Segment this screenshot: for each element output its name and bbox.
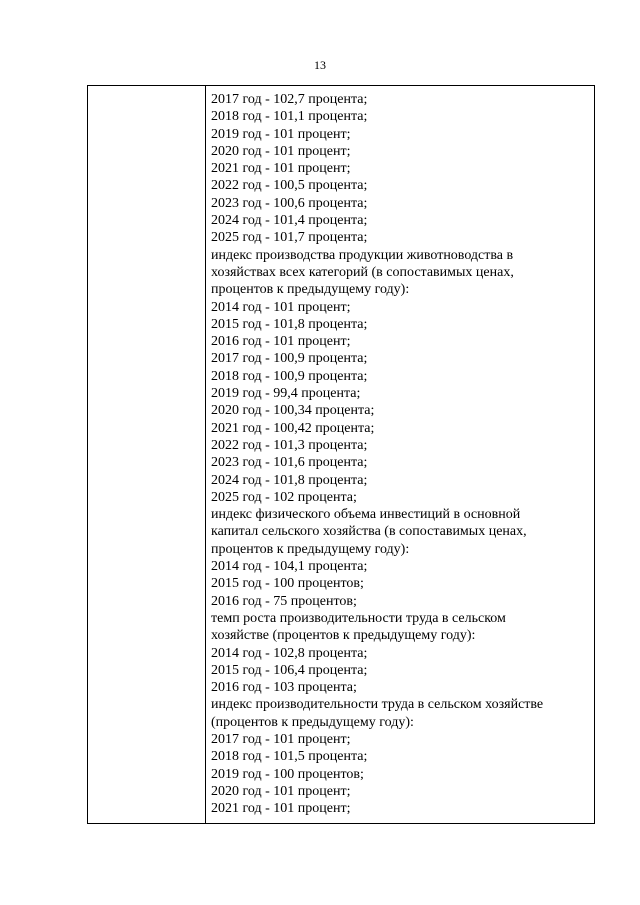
text-line: 2023 год - 100,6 процента; bbox=[211, 195, 368, 211]
text-line: процентов к предыдущему году): bbox=[211, 541, 410, 557]
text-line: 2016 год - 101 процент; bbox=[211, 334, 351, 350]
text-line: 2016 год - 75 процентов; bbox=[211, 593, 357, 609]
page-number: 13 bbox=[314, 58, 326, 72]
table-right-cell bbox=[206, 86, 594, 823]
text-line: 2020 год - 100,34 процента; bbox=[211, 403, 375, 419]
text-line: 2022 год - 100,5 процента; bbox=[211, 178, 368, 194]
text-line: 2019 год - 101 процент; bbox=[211, 126, 351, 142]
text-line: 2016 год - 103 процента; bbox=[211, 680, 357, 696]
text-line: 2015 год - 106,4 процента; bbox=[211, 662, 368, 678]
text-line: 2023 год - 101,6 процента; bbox=[211, 455, 368, 471]
text-line: процентов к предыдущему году): bbox=[211, 282, 410, 298]
text-line: хозяйствах всех категорий (в сопоставимых ценах, bbox=[211, 264, 514, 280]
table-left-cell bbox=[88, 86, 206, 823]
text-line: 2021 год - 101 процент; bbox=[211, 801, 351, 817]
text-line: темп роста производительности труда в сельском bbox=[211, 610, 506, 626]
text-line: 2022 год - 101,3 процента; bbox=[211, 437, 368, 453]
text-line: 2015 год - 100 процентов; bbox=[211, 576, 364, 592]
text-line: 2020 год - 101 процент; bbox=[211, 783, 351, 799]
text-line: 2021 год - 101 процент; bbox=[211, 161, 351, 177]
text-line: 2017 год - 100,9 процента; bbox=[211, 351, 368, 367]
document-table bbox=[87, 85, 595, 824]
text-line: капитал сельского хозяйства (в сопоставимых ценах, bbox=[211, 524, 527, 540]
text-line: 2025 год - 102 процента; bbox=[211, 489, 357, 505]
text-line: 2019 год - 100 процентов; bbox=[211, 766, 364, 782]
text-line: 2018 год - 101,1 процента; bbox=[211, 109, 368, 125]
text-line: 2014 год - 104,1 процента; bbox=[211, 559, 368, 575]
text-line: 2024 год - 101,4 процента; bbox=[211, 213, 368, 229]
text-line: индекс производительности труда в сельском хозяйстве bbox=[211, 697, 544, 713]
text-line: 2025 год - 101,7 процента; bbox=[211, 230, 368, 246]
text-line: хозяйстве (процентов к предыдущему году): bbox=[211, 628, 476, 644]
text-line: 2017 год - 102,7 процента; bbox=[211, 92, 368, 107]
text-line: 2024 год - 101,8 процента; bbox=[211, 472, 368, 488]
text-line: индекс производства продукции животноводства в bbox=[211, 247, 514, 263]
text-line: 2019 год - 99,4 процента; bbox=[211, 386, 361, 402]
text-line: 2018 год - 100,9 процента; bbox=[211, 368, 368, 384]
text-line: 2015 год - 101,8 процента; bbox=[211, 316, 368, 332]
text-line: 2014 год - 102,8 процента; bbox=[211, 645, 368, 661]
text-line: 2021 год - 100,42 процента; bbox=[211, 420, 375, 436]
text-line: 2020 год - 101 процент; bbox=[211, 143, 351, 159]
text-line: 2017 год - 101 процент; bbox=[211, 731, 351, 747]
text-line: индекс физического объема инвестиций в основной bbox=[211, 507, 521, 523]
text-line: 2014 год - 101 процент; bbox=[211, 299, 351, 315]
text-line: 2018 год - 101,5 процента; bbox=[211, 749, 368, 765]
text-line: (процентов к предыдущему году): bbox=[211, 714, 414, 730]
